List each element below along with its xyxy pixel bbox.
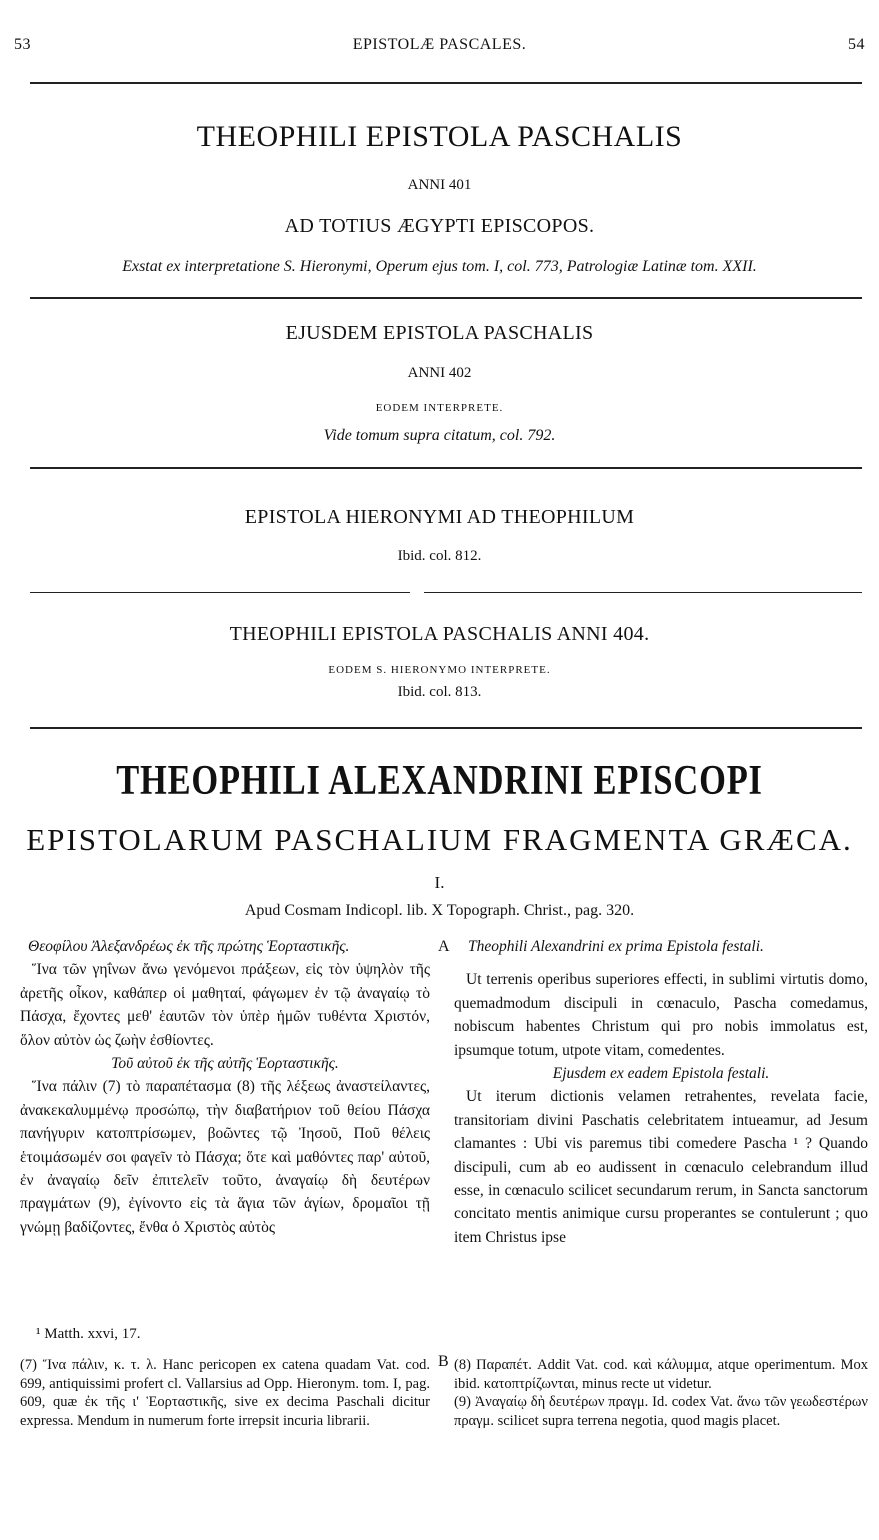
section-source: Vide tomum supra citatum, col. 792. xyxy=(323,427,556,444)
note-9: (9) Ἀναγαίῳ δὴ δευτέρων πραγμ. Id. codex Vat. ἄνω τῶν γεωδεστέρων πραγμ. scilicet supra terrena negotia, quod magis placet. xyxy=(454,1394,868,1429)
section-year: ANNI 402 xyxy=(407,365,472,381)
latin-paragraph: Ut iterum dictionis velamen retrahentes, revelata facie, transitoriam divini Paschatis celebritatem intueamur, ad Jesum clamantes : Ubi vis paremus tibi comedere Pascha ¹ ? Quando discipuli, cum ab eo audissent in cœnaculo celebrandum illud esse, in cœnaculo scilicet secundarum rerum, in Sancta sanctorum concitato mentis animique cursu properantes se contulerunt ; quo item Christus ipse xyxy=(454,1088,868,1246)
latin-heading: Ejusdem ex eadem Epistola festali. xyxy=(552,1065,770,1083)
note-left xyxy=(20,1356,430,1430)
latin-heading: Theophili Alexandrini ex prima Epistola festali. xyxy=(468,938,764,955)
greek-heading: Τοῦ αὐτοῦ ἐκ τῆς αὐτῆς Ἑορταστικῆς. xyxy=(111,1055,339,1073)
section-title: EJUSDEM EPISTOLA PASCHALIS xyxy=(285,322,594,344)
section-source: Ibid. col. 812. xyxy=(397,548,482,564)
apud-source xyxy=(0,902,879,920)
note-8: (8) Παραπέτ. Addit Vat. cod. καὶ κάλυμμα, atque operimentum. Mox ibid. κατοπτρίζωνται, minus recte ut videtur. xyxy=(454,1357,868,1392)
divider xyxy=(30,467,862,469)
fragment-numeral: I. xyxy=(434,873,445,892)
footnote: ¹ Matth. xxvi, 17. xyxy=(36,1326,141,1342)
page-number-right: 54 xyxy=(848,36,865,53)
margin-marker-a: A xyxy=(438,938,450,955)
section-title: THEOPHILI EPISTOLA PASCHALIS ANNI 404. xyxy=(229,623,650,645)
section-addressee: AD TOTIUS ÆGYPTI EPISCOPOS. xyxy=(284,215,595,237)
greek-heading: Θεοφίλου Ἀλεξανδρέως ἐκ τῆς πρώτης Ἑορταστικῆς. xyxy=(28,938,350,955)
section-source: Exstat ex interpretatione S. Hieronymi, Operum ejus tom. I, col. 773, Patrologiæ Latinæ tom. XXII. xyxy=(122,258,757,275)
latin-paragraph: Ut terrenis operibus superiores effecti, in sublimi virtutis domo, quemadmodum discipuli in cœnaculo, Pascha comedamus, nobiscum habentes Christum qui pro nobis immolatus est, ipsumque totum, utpote vitam, comedentes. xyxy=(454,971,868,1059)
divider xyxy=(30,82,862,84)
section-title: THEOPHILI EPISTOLA PASCHALIS xyxy=(196,120,683,153)
section-source: Ibid. col. 813. xyxy=(397,684,482,700)
page-number-left: 53 xyxy=(14,36,31,53)
note-right xyxy=(454,1356,868,1430)
divider xyxy=(30,592,410,593)
section-year: ANNI 401 xyxy=(407,177,472,193)
greek-column xyxy=(20,935,430,1239)
main-subtitle: EPISTOLARUM PASCHALIUM FRAGMENTA GRÆCA. xyxy=(26,822,853,857)
margin-marker-b: B xyxy=(438,1353,449,1370)
divider xyxy=(30,727,862,729)
divider xyxy=(424,592,862,593)
section-interpreter: EODEM INTERPRETE. xyxy=(375,402,504,414)
running-title: EPISTOLÆ PASCALES. xyxy=(352,36,527,53)
divider xyxy=(30,297,862,299)
greek-paragraph: Ἵνα τῶν γηΐνων ἄνω γενόμενοι πράξεων, εἰς τὸν ὑψηλὸν τῆς ἀρετῆς οἶκον, καθάπερ οἱ μαθηταί, φάγωμεν ἐν τῷ ἀναγαίῳ τὸ Πάσχα, ἔχοντες μεθ' ἑαυτῶν τὸν ὑπὲρ ἡμῶν τυθέντα Χριστόν, ὅλον αὐτὸν ὡς ζωὴν ἐσθίοντες. xyxy=(20,961,430,1049)
section-title: EPISTOLA HIERONYMI AD THEOPHILUM xyxy=(244,506,635,528)
latin-column xyxy=(454,935,868,1249)
section-interpreter: EODEM S. HIERONYMO INTERPRETE. xyxy=(328,664,551,676)
note-7: (7) Ἵνα πάλιν, κ. τ. λ. Hanc pericopen ex catena quadam Vat. cod. 699, antiquissimi profert cl. Vallarsius ad Opp. Hieronym. tom. I, pag. 609, quæ ἐκ τῆς ι' Ἑορταστικῆς, sive ex decima Paschali dicitur expressa. Mendum in numerum forte irrepsit incuria librarii. xyxy=(20,1357,430,1429)
apud-text: Apud Cosmam Indicopl. lib. X Topograph. Christ., pag. 320. xyxy=(244,902,635,919)
greek-paragraph: Ἵνα πάλιν (7) τὸ παραπέτασμα (8) τῆς λέξεως ἀναστείλαντες, ἀνακεκαλυμμένῳ προσώπῳ, τὴν διαβατήριον τοῦ θείου Πάσχα πανήγυριν κατοπτρίσωμεν, βοῶντες τῷ Ἰησοῦ, Ποῦ θέλεις ἑτοιμάσωμέν σοι φαγεῖν τὸ Πάσχα; ὅτε καὶ μαθόντες παρ' αὐτοῦ, ἐν ἀναγαίῳ δεῖν ἐπιτελεῖν τοῦτο, ἀναγαίῳ δὴ δευτέρων πραγμάτων (9), ἐγίνοντο εἰς τὰ ἅγια τῶν ἁγίων, δρομαῖοι τῇ γνώμῃ βαδίζοντες, ἔνθα ὁ Χριστὸς αὐτὸς xyxy=(20,1078,430,1236)
main-title: THEOPHILI ALEXANDRINI EPISCOPI xyxy=(116,758,763,804)
